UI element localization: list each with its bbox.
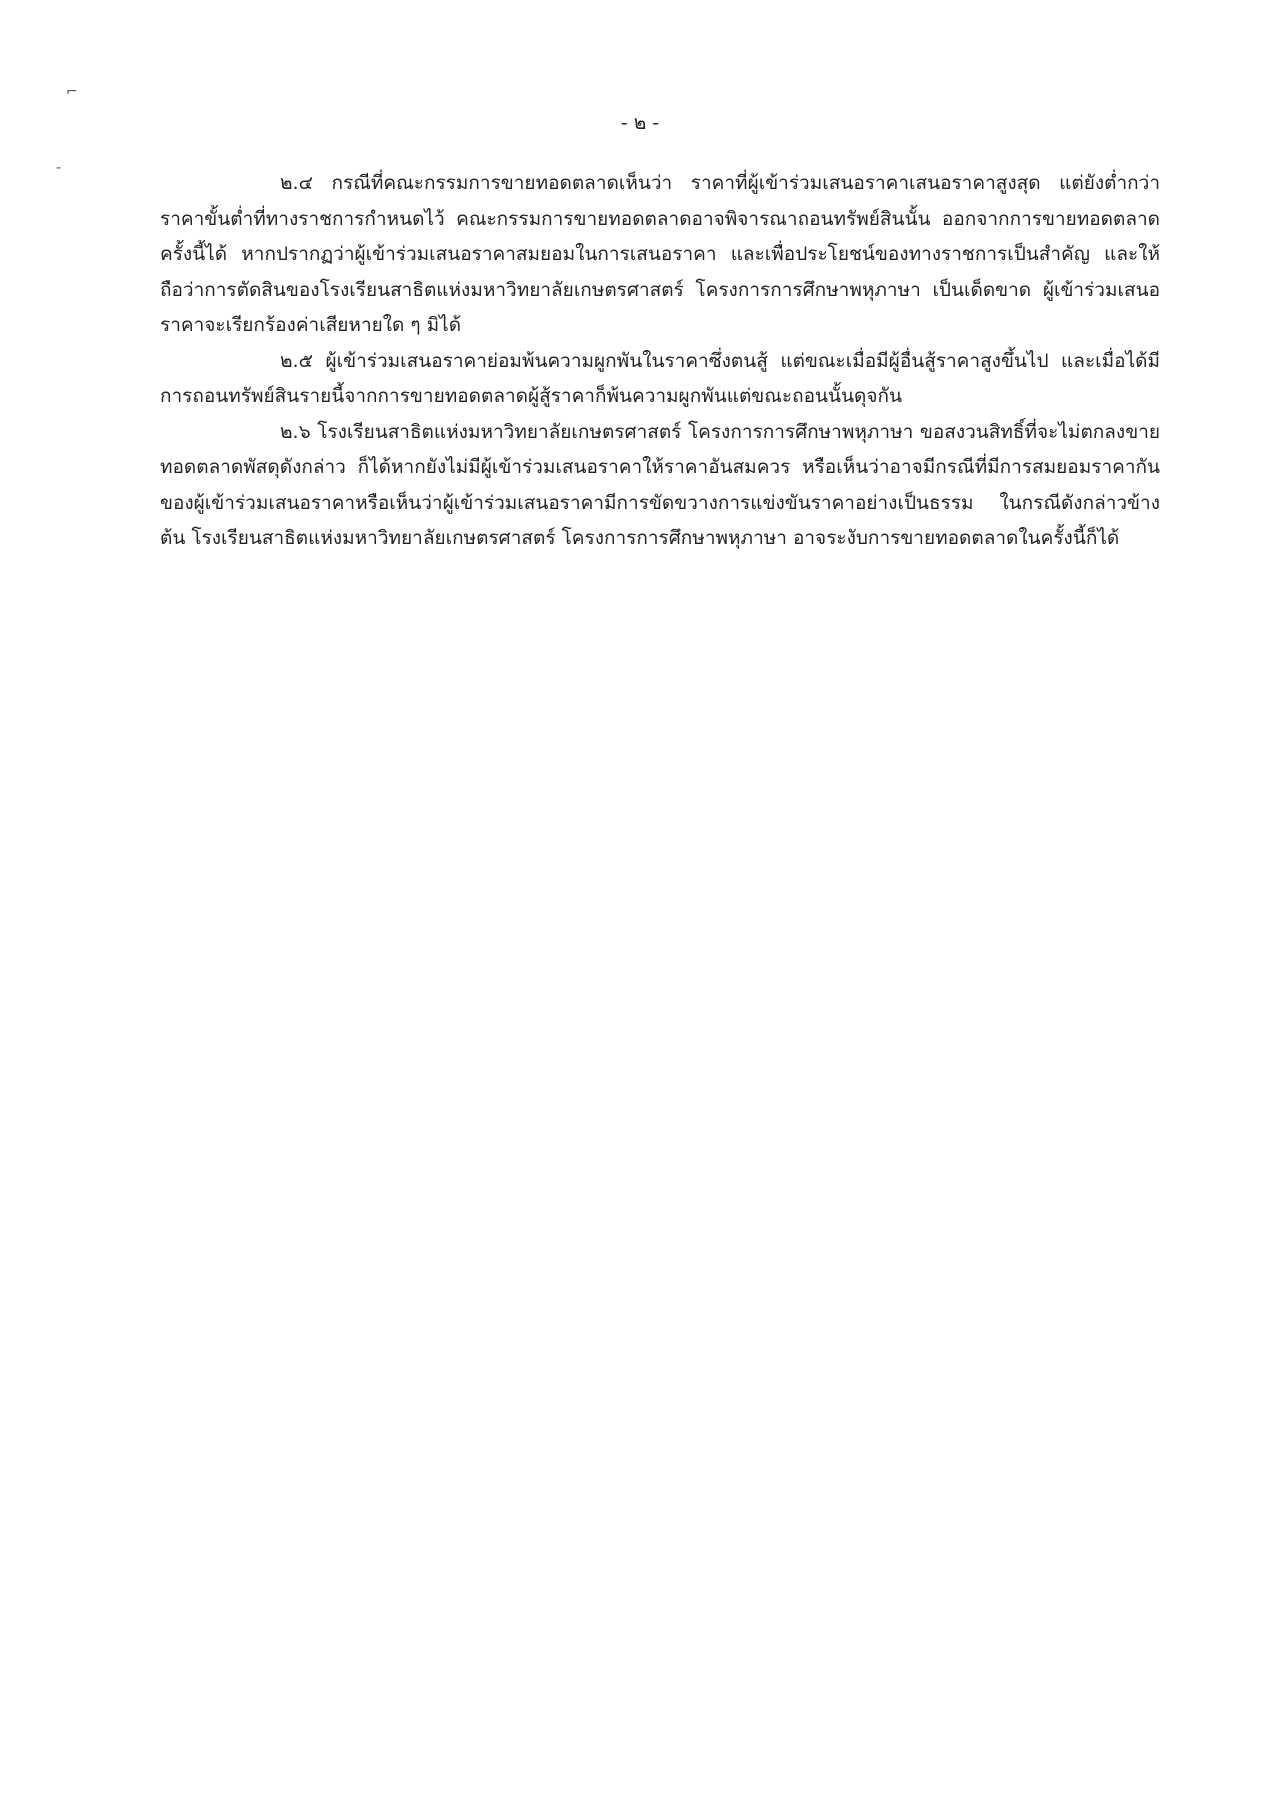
paragraph: ๒.๖ โรงเรียนสาธิตแห่งมหาวิทยาลัยเกษตรศาสตร์ โครงการการศึกษาพหุภาษา ขอสงวนสิทธิ์ที่จะไม่ตกลงขายทอดตลาดพัสดุดังกล่าว ก็ได้หากยังไม่มีผู้เข้าร่วมเสนอราคาให้ราคาอันสมควร หรือเห็นว่าอาจมีกรณีที่มีการสมยอมราคากันของผู้เข้าร่วมเสนอราคาหรือเห็นว่าผู้เข้าร่วมเสนอราคามีการขัดขวางการแข่งขันราคาอย่างเป็นธรรม ในกรณีดังกล่าวข้างต้น โรงเรียนสาธิตแห่งมหาวิทยาลัยเกษตรศาสตร์ โครงการการศึกษาพหุภาษา อาจระงับการขายทอดตลาดในครั้งนี้ก็ได้ (160, 420, 1160, 549)
paragraph: ๒.๔ กรณีที่คณะกรรมการขายทอดตลาดเห็นว่า ราคาที่ผู้เข้าร่วมเสนอราคาเสนอราคาสูงสุด แต่ยังต่ำกว่า ราคาขั้นต่ำที่ทางราชการกำหนดไว้ คณะกรรมการขายทอดตลาดอาจพิจารณาถอนทรัพย์สินนั้น ออกจากการขายทอดตลาดครั้งนี้ได้ หากปรากฏว่าผู้เข้าร่วมเสนอราคาสมยอมในการเสนอราคา และเพื่อประโยชน์ของทางราชการเป็นสำคัญ และให้ถือว่าการตัดสินของโรงเรียนสาธิตแห่งมหาวิทยาลัยเกษตรศาสตร์ โครงการการศึกษาพหุภาษา เป็นเด็ดขาด ผู้เข้าร่วมเสนอราคาจะเรียกร้องค่าเสียหายใด ๆ มิได้ (160, 172, 1160, 336)
scan-mark: ⌐ (66, 84, 78, 100)
document-body (160, 166, 1160, 557)
scan-mark: - (56, 160, 62, 176)
paragraph: ๒.๕ ผู้เข้าร่วมเสนอราคาย่อมพ้นความผูกพันในราคาซึ่งตนสู้ แต่ขณะเมื่อมีผู้อื่นสู้ราคาสูงขึ้นไป และเมื่อได้มีการถอนทรัพย์สินรายนี้จากการขายทอดตลาดผู้สู้ราคาก็พ้นความผูกพันแต่ขณะถอนนั้นดุจกัน (160, 349, 1160, 407)
page-number: - ๒ - (620, 112, 660, 134)
